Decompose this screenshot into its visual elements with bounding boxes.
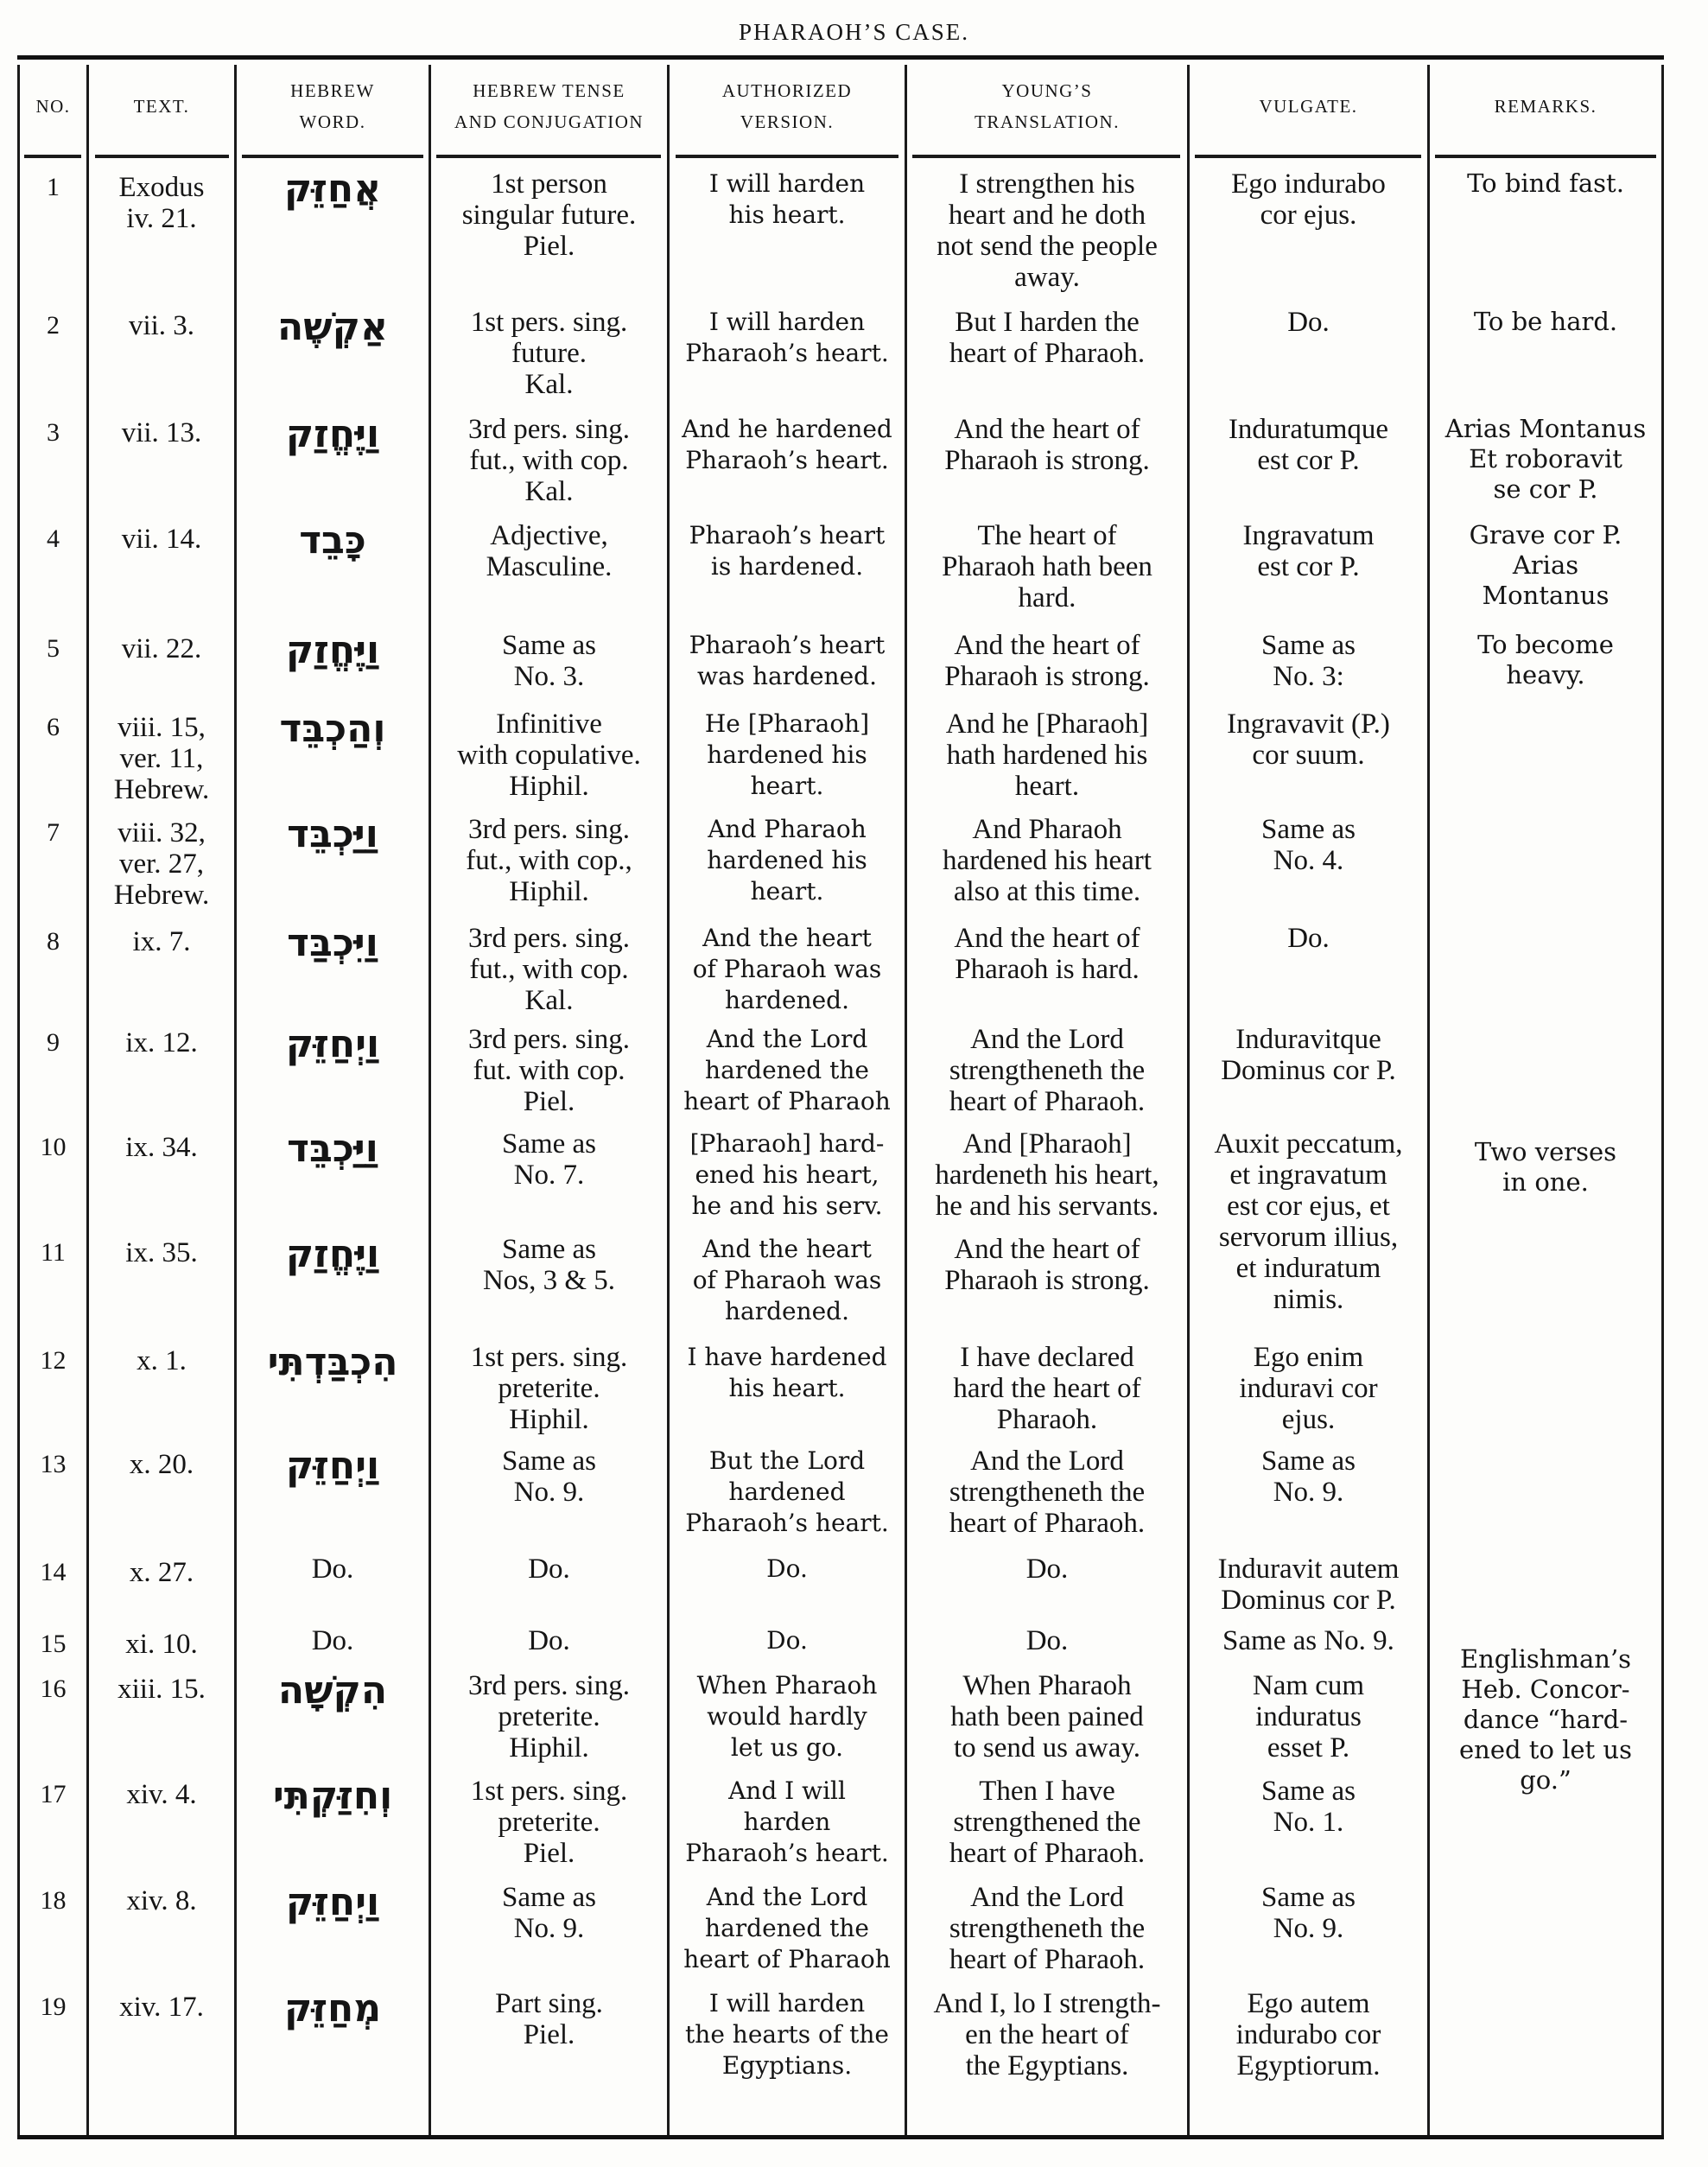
cell-text: ix. 12.: [125, 1027, 198, 1058]
cell-no: 2: [47, 311, 60, 340]
header-hebrew-word: HEBREW WORD.: [290, 80, 375, 132]
cell-tense: Same as No. 9.: [501, 1446, 597, 1508]
cell-vulgate: Ingravavit (P.) cor suum.: [1227, 709, 1390, 771]
column-divider: [17, 65, 20, 2135]
cell-tense: 1st pers. sing. future. Kal.: [470, 307, 628, 400]
cell-no: 4: [47, 524, 60, 553]
cell-vulgate: Ingravatum est cor P.: [1242, 520, 1375, 582]
cell-authorized: Do.: [766, 1554, 808, 1583]
cell-vulgate: Same as No. 9.: [1222, 1625, 1394, 1656]
cell-text: ix. 7.: [132, 926, 191, 957]
header-rule: [95, 155, 229, 158]
cell-young: And Pharaoh hardened his heart also at this time.: [943, 814, 1152, 907]
cell-hebrew: וַיַּכְבֵּד: [287, 812, 378, 856]
cell-no: 3: [47, 418, 60, 447]
cell-authorized: Pharaoh’s heart was hardened.: [689, 631, 886, 690]
cell-young: And the heart of Pharaoh is hard.: [954, 923, 1140, 985]
cell-hebrew: וַיִּכְבַּד: [287, 921, 378, 965]
cell-authorized: [Pharaoh] hard- ened his heart, he and his serv.: [689, 1129, 885, 1220]
cell-no: 15: [40, 1630, 67, 1658]
cell-hebrew: וַיֶּחֱזַק: [285, 412, 380, 456]
header-rule: [242, 155, 423, 158]
cell-text: viii. 15, ver. 11, Hebrew.: [113, 712, 210, 805]
cell-vulgate: Auxit peccatum, et ingravatum est cor ejus, et servorum illius, et induratum nimis.: [1214, 1128, 1403, 1315]
cell-tense: Do.: [528, 1554, 570, 1585]
cell-vulgate: Same as No. 1.: [1260, 1776, 1356, 1838]
page-title: PHARAOH’S CASE.: [738, 19, 970, 45]
cell-authorized: And the Lord hardened the heart of Pharaoh: [683, 1883, 891, 1973]
cell-no: 12: [40, 1346, 67, 1375]
cell-text: ix. 34.: [125, 1132, 198, 1163]
cell-text: xiv. 8.: [126, 1885, 197, 1916]
cell-authorized: And the Lord hardened the heart of Pharaoh: [683, 1025, 891, 1115]
cell-tense: 3rd pers. sing. fut. with cop. Piel.: [468, 1024, 630, 1117]
cell-hebrew: וַיְחַזֵּק: [285, 1022, 380, 1066]
cell-hebrew: Do.: [311, 1625, 354, 1656]
cell-text: xiv. 4.: [126, 1779, 197, 1810]
cell-young: Do.: [1025, 1554, 1069, 1585]
cell-tense: Do.: [528, 1625, 570, 1656]
cell-text: vii. 14.: [121, 524, 202, 555]
header-young: YOUNG’S TRANSLATION.: [975, 80, 1120, 132]
cell-authorized: When Pharaoh would hardly let us go.: [696, 1671, 878, 1762]
cell-hebrew: וַיֶּחֱזַק: [285, 1232, 380, 1276]
cell-vulgate: Induratumque est cor P.: [1228, 414, 1389, 476]
cell-young: And the heart of Pharaoh is strong.: [944, 630, 1150, 692]
cell-authorized: And Pharaoh hardened his heart.: [707, 815, 867, 906]
cell-hebrew: אֲחַזֵּק: [283, 167, 382, 211]
header-rule: [676, 155, 898, 158]
cell-hebrew: וְחִזַּקְתִּי: [272, 1774, 393, 1818]
header-tense: HEBREW TENSE AND CONJUGATION: [454, 80, 644, 132]
cell-vulgate: Ego autem indurabo cor Egyptiorum.: [1235, 1988, 1381, 2081]
cell-vulgate: Nam cum induratus esset P.: [1252, 1670, 1365, 1763]
column-divider: [1427, 65, 1430, 2135]
header-remarks: REMARKS.: [1494, 96, 1597, 117]
cell-young: And the Lord strengtheneth the heart of Pharaoh.: [949, 1882, 1146, 1975]
cell-text: x. 1.: [137, 1345, 187, 1376]
cell-text: xi. 10.: [125, 1629, 198, 1660]
cell-young: And the Lord strengtheneth the heart of Pharaoh.: [949, 1024, 1146, 1117]
cell-text: xiv. 17.: [119, 1992, 204, 2023]
cell-hebrew: כָּבֵד: [299, 518, 366, 562]
cell-young: Then I have strengthened the heart of Pharaoh.: [949, 1776, 1146, 1869]
cell-hebrew: וַיֶּחֱזַק: [285, 628, 380, 672]
cell-authorized: Do.: [766, 1626, 808, 1655]
cell-tense: 3rd pers. sing. fut., with cop. Kal.: [468, 414, 630, 507]
cell-text: ix. 35.: [125, 1237, 198, 1268]
cell-tense: Adjective, Masculine.: [486, 520, 613, 582]
cell-vulgate: Same as No. 9.: [1260, 1882, 1356, 1944]
cell-authorized: And he hardened Pharaoh’s heart.: [682, 415, 892, 474]
cell-young: But I harden the heart of Pharaoh.: [949, 307, 1146, 369]
cell-tense: 1st pers. sing. preterite. Piel.: [470, 1776, 628, 1869]
cell-text: vii. 13.: [121, 417, 202, 448]
cell-tense: 3rd pers. sing. fut., with cop. Kal.: [468, 923, 630, 1016]
cell-remarks: Grave cor P. Arias Montanus: [1469, 520, 1622, 610]
cell-tense: 3rd pers. sing. fut., with cop., Hiphil.: [466, 814, 632, 907]
cell-authorized: Pharaoh’s heart is hardened.: [689, 521, 886, 581]
cell-text: vii. 3.: [128, 310, 195, 341]
header-rule: [24, 155, 81, 158]
cell-authorized: I will harden Pharaoh’s heart.: [685, 308, 889, 367]
cell-no: 6: [47, 713, 60, 741]
header-rule: [912, 155, 1180, 158]
cell-tense: Same as Nos, 3 & 5.: [482, 1234, 616, 1296]
cell-vulgate: Induravitque Dominus cor P.: [1221, 1024, 1396, 1086]
cell-young: And he [Pharaoh] hath hardened his heart.: [945, 709, 1149, 802]
cell-remarks: To bind fast.: [1467, 168, 1624, 198]
cell-no: 16: [40, 1674, 67, 1703]
cell-text: x. 20.: [129, 1449, 194, 1480]
cell-remarks: Englishman’s Heb. Concor- dance “hard- ened to let us go.”: [1459, 1644, 1632, 1795]
cell-young: The heart of Pharaoh hath been hard.: [942, 520, 1152, 613]
cell-authorized: I have hardened his heart.: [687, 1343, 887, 1402]
comparison-table: [17, 55, 1664, 2139]
cell-tense: Infinitive with copulative. Hiphil.: [457, 709, 641, 802]
cell-no: 9: [47, 1028, 60, 1057]
cell-vulgate: Induravit autem Dominus cor P.: [1217, 1554, 1400, 1616]
cell-no: 5: [47, 634, 60, 663]
cell-text: xiii. 15.: [117, 1674, 206, 1705]
header-no: NO.: [35, 96, 71, 117]
cell-vulgate: Same as No. 3:: [1260, 630, 1356, 692]
cell-hebrew: אַקְשֶׁה: [276, 305, 389, 349]
cell-young: And the heart of Pharaoh is strong.: [944, 414, 1150, 476]
cell-young: And the Lord strengtheneth the heart of Pharaoh.: [949, 1446, 1146, 1539]
cell-no: 10: [40, 1133, 67, 1161]
cell-no: 11: [41, 1238, 66, 1267]
cell-remarks: To be hard.: [1473, 307, 1618, 336]
cell-tense: 1st person singular future. Piel.: [461, 168, 637, 262]
cell-hebrew: וַיַּכְבֵּד: [287, 1127, 378, 1171]
cell-text: x. 27.: [129, 1557, 194, 1588]
cell-vulgate: Same as No. 9.: [1260, 1446, 1356, 1508]
cell-no: 17: [40, 1780, 67, 1808]
cell-hebrew: וַיְחַזֵּק: [285, 1444, 380, 1488]
cell-text: viii. 32, ver. 27, Hebrew.: [113, 817, 210, 911]
cell-vulgate: Same as No. 4.: [1260, 814, 1356, 876]
cell-remarks: Arias Montanus Et roboravit se cor P.: [1444, 414, 1647, 504]
cell-hebrew: וַיְחַזֵּק: [285, 1880, 380, 1924]
cell-authorized: He [Pharaoh] hardened his heart.: [704, 709, 870, 800]
cell-authorized: I will harden the hearts of the Egyptians.: [685, 1989, 889, 2080]
cell-hebrew: הִקְשָׁה: [277, 1668, 388, 1713]
header-rule: [1195, 155, 1421, 158]
cell-vulgate: Do.: [1287, 923, 1330, 954]
cell-young: And [Pharaoh] hardeneth his heart, he and his servants.: [935, 1128, 1159, 1222]
header-rule: [1435, 155, 1656, 158]
cell-authorized: And the heart of Pharaoh was hardened.: [692, 924, 882, 1014]
cell-young: I have declared hard the heart of Pharaoh.: [953, 1342, 1141, 1435]
header-authorized: AUTHORIZED VERSION.: [721, 80, 853, 132]
column-divider: [86, 65, 89, 2135]
cell-hebrew: Do.: [311, 1554, 354, 1585]
cell-young: When Pharaoh hath been pained to send us away.: [950, 1670, 1144, 1763]
cell-vulgate: Ego enim induravi cor ejus.: [1239, 1342, 1378, 1435]
cell-tense: 3rd pers. sing. preterite. Hiphil.: [468, 1670, 630, 1763]
cell-no: 14: [40, 1558, 67, 1586]
cell-no: 13: [40, 1450, 67, 1478]
cell-tense: Same as No. 9.: [501, 1882, 597, 1944]
cell-no: 1: [47, 173, 60, 201]
cell-young: And I, lo I strength- en the heart of the Egyptians.: [933, 1988, 1161, 2081]
cell-tense: 1st pers. sing. preterite. Hiphil.: [470, 1342, 628, 1435]
header-vulgate: VULGATE.: [1259, 96, 1358, 117]
cell-hebrew: וְהַכְבֵּד: [279, 707, 386, 751]
cell-authorized: And I will harden Pharaoh’s heart.: [685, 1776, 889, 1867]
column-divider: [234, 65, 237, 2135]
cell-no: 18: [40, 1886, 67, 1915]
cell-text: vii. 22.: [121, 633, 202, 664]
cell-remarks: Two verses in one.: [1474, 1137, 1617, 1197]
cell-tense: Same as No. 3.: [501, 630, 597, 692]
cell-hebrew: מְחַזֵּק: [283, 1986, 382, 2030]
cell-vulgate: Do.: [1287, 307, 1330, 338]
cell-remarks: To become heavy.: [1477, 630, 1614, 690]
header-rule: [436, 155, 661, 158]
cell-authorized: But the Lord hardened Pharaoh’s heart.: [685, 1446, 889, 1537]
header-text: TEXT.: [133, 96, 190, 117]
cell-tense: Part sing. Piel.: [495, 1988, 603, 2050]
cell-text: Exodus iv. 21.: [118, 172, 205, 234]
cell-no: 7: [47, 818, 60, 847]
cell-young: And the heart of Pharaoh is strong.: [944, 1234, 1150, 1296]
cell-young: I strengthen his heart and he doth not send the people away.: [937, 168, 1158, 293]
cell-hebrew: הִכְבַּדְתִּי: [267, 1340, 398, 1384]
cell-authorized: And the heart of Pharaoh was hardened.: [692, 1235, 882, 1325]
cell-no: 8: [47, 927, 60, 956]
cell-authorized: I will harden his heart.: [708, 169, 866, 229]
cell-vulgate: Ego indurabo cor ejus.: [1231, 168, 1386, 231]
cell-tense: Same as No. 7.: [501, 1128, 597, 1191]
cell-young: Do.: [1025, 1625, 1069, 1656]
column-divider: [1661, 65, 1664, 2135]
cell-no: 19: [40, 1992, 67, 2021]
